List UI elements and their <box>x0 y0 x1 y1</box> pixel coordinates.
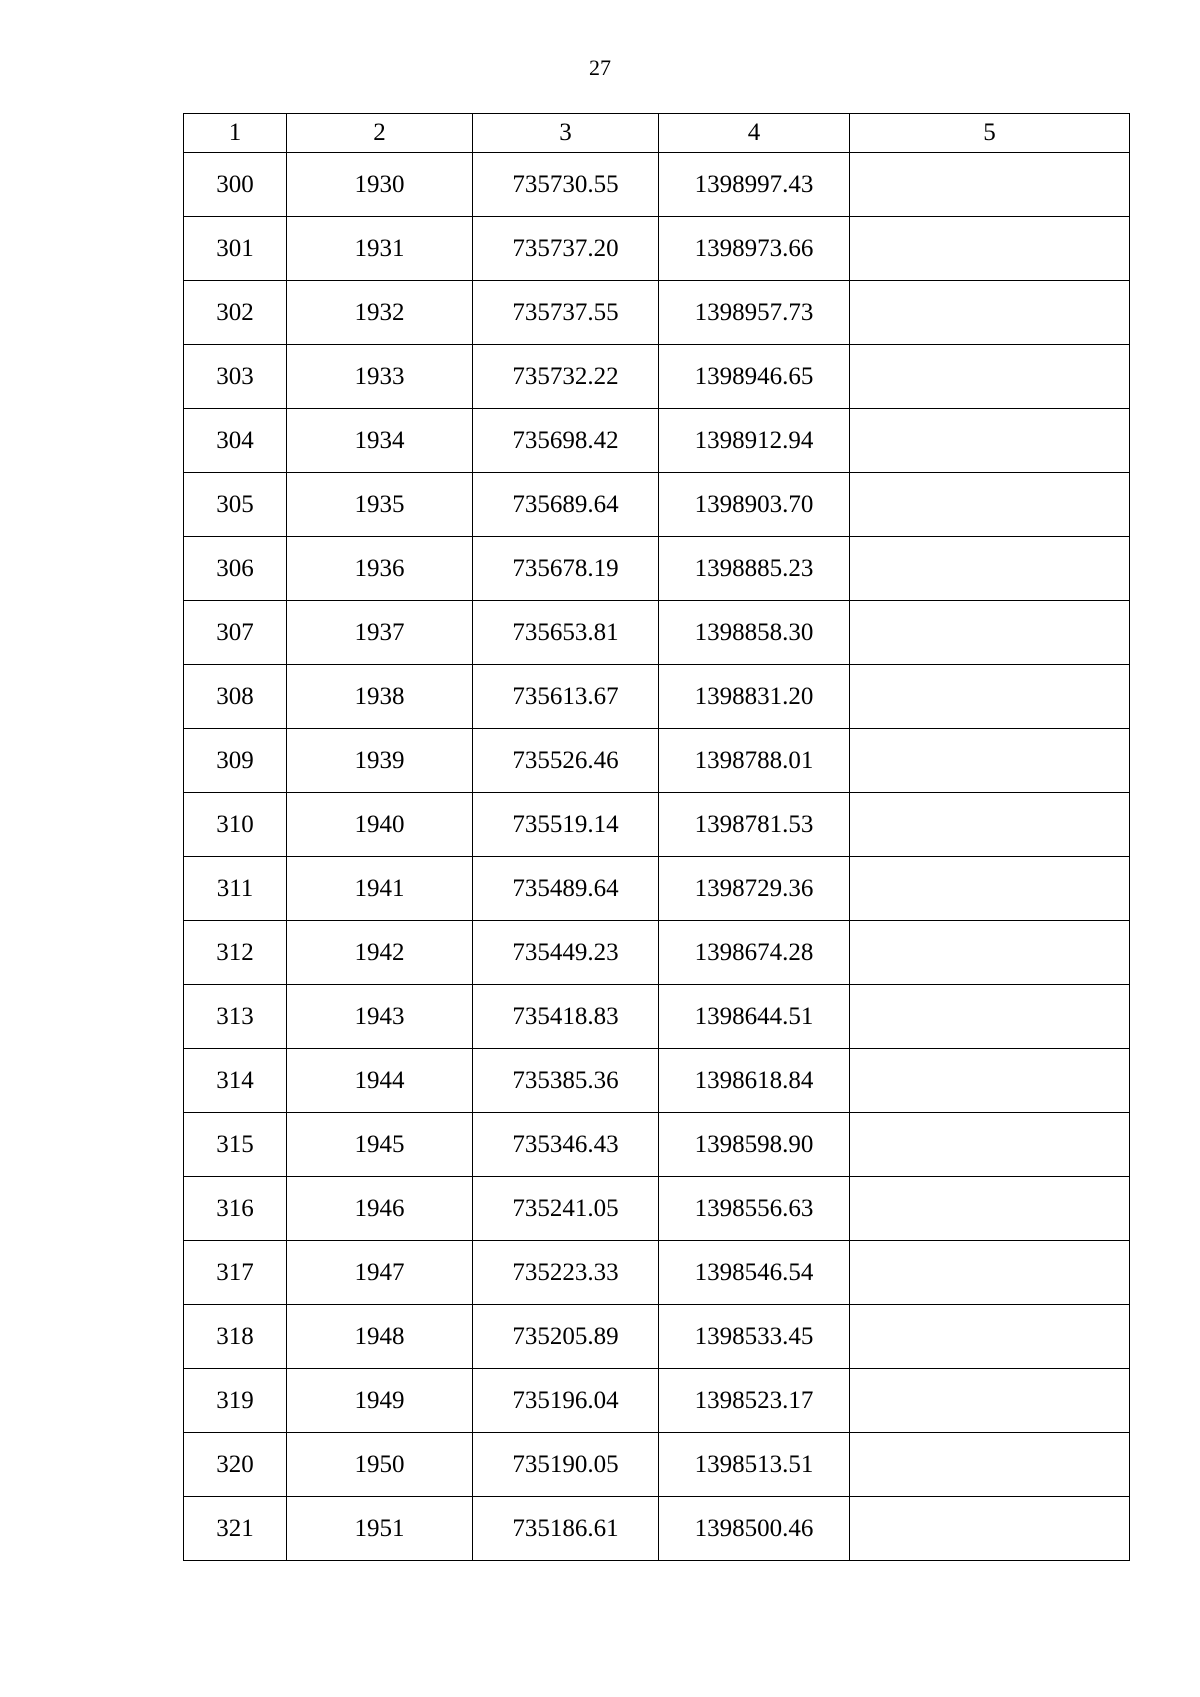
cell-coordinate-x: 735489.64 <box>473 857 659 921</box>
cell-coordinate-y: 1398513.51 <box>659 1433 850 1497</box>
table-row <box>184 1497 1130 1561</box>
table-row <box>184 601 1130 665</box>
cell-coordinate-x: 735186.61 <box>473 1497 659 1561</box>
header-cell-1: 1 <box>184 114 287 153</box>
cell-sequence-number: 1930 <box>287 153 473 217</box>
cell-point-number: 309 <box>184 729 287 793</box>
cell-coordinate-x: 735698.42 <box>473 409 659 473</box>
cell-note <box>850 793 1130 857</box>
cell-sequence-number: 1937 <box>287 601 473 665</box>
cell-coordinate-x: 735205.89 <box>473 1305 659 1369</box>
table-row <box>184 665 1130 729</box>
header-cell-4: 4 <box>659 114 850 153</box>
cell-coordinate-x: 735196.04 <box>473 1369 659 1433</box>
cell-point-number: 313 <box>184 985 287 1049</box>
cell-coordinate-x: 735190.05 <box>473 1433 659 1497</box>
header-cell-5: 5 <box>850 114 1130 153</box>
table-row <box>184 153 1130 217</box>
cell-sequence-number: 1940 <box>287 793 473 857</box>
cell-coordinate-x: 735689.64 <box>473 473 659 537</box>
cell-point-number: 317 <box>184 1241 287 1305</box>
cell-sequence-number: 1936 <box>287 537 473 601</box>
cell-sequence-number: 1949 <box>287 1369 473 1433</box>
cell-note <box>850 729 1130 793</box>
table-row <box>184 729 1130 793</box>
cell-coordinate-y: 1398598.90 <box>659 1113 850 1177</box>
cell-point-number: 304 <box>184 409 287 473</box>
cell-note <box>850 473 1130 537</box>
cell-note <box>850 601 1130 665</box>
cell-point-number: 315 <box>184 1113 287 1177</box>
cell-coordinate-x: 735678.19 <box>473 537 659 601</box>
cell-coordinate-y: 1398788.01 <box>659 729 850 793</box>
table-row <box>184 1241 1130 1305</box>
cell-note <box>850 1369 1130 1433</box>
cell-point-number: 308 <box>184 665 287 729</box>
cell-coordinate-y: 1398674.28 <box>659 921 850 985</box>
cell-point-number: 310 <box>184 793 287 857</box>
header-row <box>184 114 1130 153</box>
table-row <box>184 1369 1130 1433</box>
cell-point-number: 321 <box>184 1497 287 1561</box>
cell-coordinate-x: 735526.46 <box>473 729 659 793</box>
cell-sequence-number: 1945 <box>287 1113 473 1177</box>
cell-coordinate-x: 735730.55 <box>473 153 659 217</box>
table-row <box>184 1305 1130 1369</box>
cell-coordinate-y: 1398903.70 <box>659 473 850 537</box>
table-row <box>184 1113 1130 1177</box>
cell-coordinate-y: 1398858.30 <box>659 601 850 665</box>
cell-coordinate-y: 1398523.17 <box>659 1369 850 1433</box>
table-row <box>184 345 1130 409</box>
cell-sequence-number: 1944 <box>287 1049 473 1113</box>
cell-coordinate-y: 1398556.63 <box>659 1177 850 1241</box>
cell-sequence-number: 1943 <box>287 985 473 1049</box>
cell-coordinate-x: 735385.36 <box>473 1049 659 1113</box>
cell-coordinate-x: 735241.05 <box>473 1177 659 1241</box>
cell-point-number: 314 <box>184 1049 287 1113</box>
cell-sequence-number: 1934 <box>287 409 473 473</box>
cell-coordinate-y: 1398973.66 <box>659 217 850 281</box>
cell-point-number: 319 <box>184 1369 287 1433</box>
cell-coordinate-y: 1398644.51 <box>659 985 850 1049</box>
cell-coordinate-y: 1398618.84 <box>659 1049 850 1113</box>
cell-note <box>850 985 1130 1049</box>
table-row <box>184 1049 1130 1113</box>
cell-coordinate-x: 735519.14 <box>473 793 659 857</box>
cell-sequence-number: 1931 <box>287 217 473 281</box>
cell-point-number: 320 <box>184 1433 287 1497</box>
cell-note <box>850 281 1130 345</box>
cell-sequence-number: 1939 <box>287 729 473 793</box>
cell-sequence-number: 1946 <box>287 1177 473 1241</box>
table-row <box>184 793 1130 857</box>
cell-note <box>850 1177 1130 1241</box>
cell-coordinate-y: 1398781.53 <box>659 793 850 857</box>
cell-note <box>850 1241 1130 1305</box>
header-cell-2: 2 <box>287 114 473 153</box>
cell-coordinate-y: 1398997.43 <box>659 153 850 217</box>
cell-note <box>850 217 1130 281</box>
cell-note <box>850 537 1130 601</box>
cell-sequence-number: 1950 <box>287 1433 473 1497</box>
cell-coordinate-y: 1398885.23 <box>659 537 850 601</box>
cell-note <box>850 153 1130 217</box>
table-row <box>184 281 1130 345</box>
cell-point-number: 318 <box>184 1305 287 1369</box>
cell-coordinate-x: 735613.67 <box>473 665 659 729</box>
cell-coordinate-y: 1398533.45 <box>659 1305 850 1369</box>
table-row <box>184 1433 1130 1497</box>
table-row <box>184 217 1130 281</box>
cell-note <box>850 345 1130 409</box>
cell-coordinate-x: 735737.55 <box>473 281 659 345</box>
cell-coordinate-x: 735418.83 <box>473 985 659 1049</box>
cell-coordinate-x: 735737.20 <box>473 217 659 281</box>
cell-coordinate-y: 1398546.54 <box>659 1241 850 1305</box>
cell-sequence-number: 1933 <box>287 345 473 409</box>
table-row <box>184 985 1130 1049</box>
cell-point-number: 312 <box>184 921 287 985</box>
cell-sequence-number: 1938 <box>287 665 473 729</box>
page-number: 27 <box>589 55 611 80</box>
cell-sequence-number: 1947 <box>287 1241 473 1305</box>
cell-note <box>850 409 1130 473</box>
table-row <box>184 537 1130 601</box>
cell-point-number: 300 <box>184 153 287 217</box>
cell-sequence-number: 1951 <box>287 1497 473 1561</box>
cell-coordinate-x: 735346.43 <box>473 1113 659 1177</box>
cell-point-number: 301 <box>184 217 287 281</box>
cell-coordinate-y: 1398500.46 <box>659 1497 850 1561</box>
cell-coordinate-y: 1398957.73 <box>659 281 850 345</box>
cell-coordinate-x: 735653.81 <box>473 601 659 665</box>
cell-point-number: 311 <box>184 857 287 921</box>
cell-note <box>850 1049 1130 1113</box>
cell-note <box>850 1113 1130 1177</box>
table-row <box>184 921 1130 985</box>
table-body <box>184 153 1130 1561</box>
cell-coordinate-y: 1398729.36 <box>659 857 850 921</box>
cell-coordinate-y: 1398912.94 <box>659 409 850 473</box>
cell-point-number: 307 <box>184 601 287 665</box>
cell-note <box>850 1433 1130 1497</box>
cell-note <box>850 1305 1130 1369</box>
cell-note <box>850 665 1130 729</box>
cell-point-number: 305 <box>184 473 287 537</box>
cell-point-number: 316 <box>184 1177 287 1241</box>
cell-coordinate-x: 735732.22 <box>473 345 659 409</box>
cell-sequence-number: 1948 <box>287 1305 473 1369</box>
cell-sequence-number: 1941 <box>287 857 473 921</box>
cell-sequence-number: 1935 <box>287 473 473 537</box>
cell-coordinate-y: 1398946.65 <box>659 345 850 409</box>
cell-note <box>850 857 1130 921</box>
cell-note <box>850 1497 1130 1561</box>
cell-coordinate-x: 735223.33 <box>473 1241 659 1305</box>
table-row <box>184 473 1130 537</box>
cell-coordinate-x: 735449.23 <box>473 921 659 985</box>
cell-note <box>850 921 1130 985</box>
cell-point-number: 303 <box>184 345 287 409</box>
table-header <box>184 114 1130 153</box>
coordinates-table <box>183 113 1130 1561</box>
table-row <box>184 1177 1130 1241</box>
header-cell-3: 3 <box>473 114 659 153</box>
table-row <box>184 857 1130 921</box>
table-row <box>184 409 1130 473</box>
cell-point-number: 302 <box>184 281 287 345</box>
cell-coordinate-y: 1398831.20 <box>659 665 850 729</box>
cell-point-number: 306 <box>184 537 287 601</box>
cell-sequence-number: 1932 <box>287 281 473 345</box>
cell-sequence-number: 1942 <box>287 921 473 985</box>
